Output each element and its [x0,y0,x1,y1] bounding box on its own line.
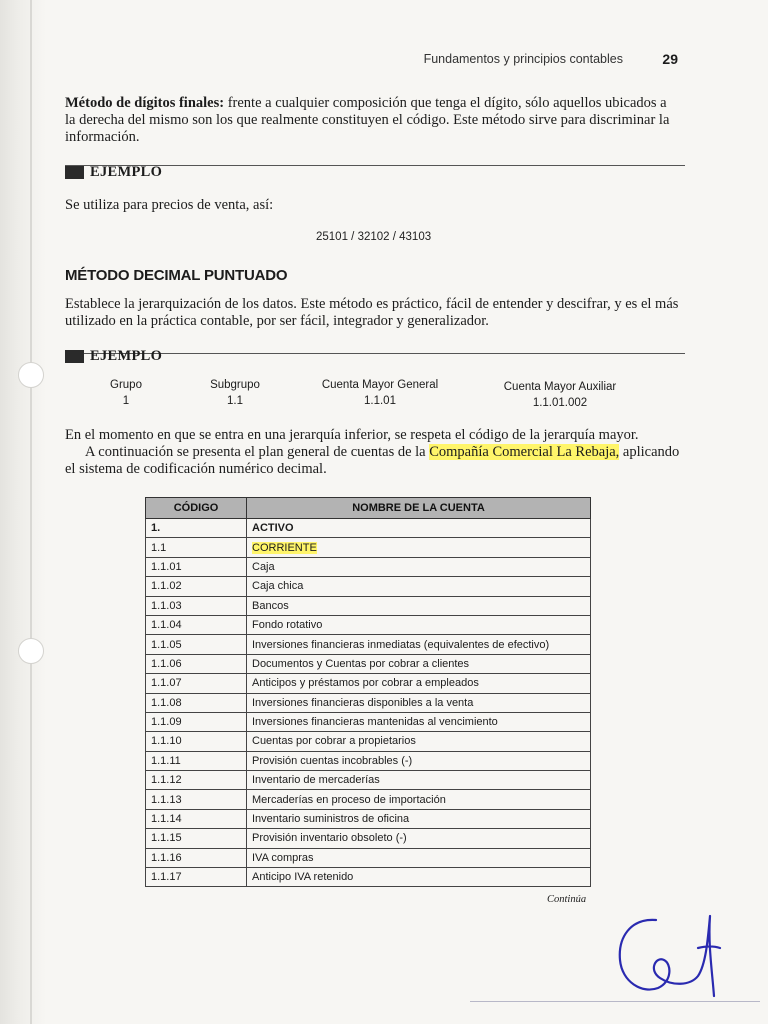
account-name: Inventario suministros de oficina [247,809,591,828]
account-name: Inversiones financieras disponibles a la venta [247,693,591,712]
account-name: ACTIVO [247,519,591,538]
account-code: 1. [146,519,247,538]
table-row [146,635,591,654]
hierarchy-level-major-account [315,377,445,409]
table-row [146,693,591,712]
account-name [247,538,591,557]
page-number: 29 [662,51,678,67]
hierarchy-label: Cuenta Mayor General [321,379,439,391]
account-name: Provisión inventario obsoleto (-) [247,829,591,848]
hierarchy-value: 1 [122,395,130,407]
table-row [146,615,591,634]
hierarchy-level-group [86,377,166,409]
account-name: Inversiones financieras mantenidas al vencimiento [247,712,591,731]
table-row [146,790,591,809]
column-header-account-name: NOMBRE DE LA CUENTA [247,498,591,519]
hierarchy-level-subgroup [195,377,275,409]
example-heading-label: EJEMPLO [90,164,163,180]
table-row [146,674,591,693]
hierarchy-value: 1.1 [227,395,243,407]
body-line-1: En el momento en que se entra en una jerarquía inferior, se respeta el código de la jerarquía mayor. [65,427,639,443]
table-row [146,809,591,828]
hierarchy-label: Subgrupo [210,379,260,391]
table-row [146,848,591,867]
table-row [146,732,591,751]
account-code: 1.1.01 [146,557,247,576]
account-name: Fondo rotativo [247,615,591,634]
account-name: Inversiones financieras inmediatas (equivalentes de efectivo) [247,635,591,654]
body-line-2-text: A continuación se presenta el plan general de cuentas de la [85,444,430,460]
table-row [146,751,591,770]
account-name: Anticipos y préstamos por cobrar a empleados [247,674,591,693]
table-header-row [146,498,591,519]
account-code: 1.1.08 [146,693,247,712]
example1-text: Se utiliza para precios de venta, así: [65,197,274,213]
account-name: IVA compras [247,848,591,867]
account-code: 1.1.10 [146,732,247,751]
account-code: 1.1.17 [146,868,247,887]
account-name: Caja chica [247,577,591,596]
account-code: 1.1.15 [146,829,247,848]
account-code: 1.1.07 [146,674,247,693]
table-row [146,577,591,596]
account-name: Caja [247,557,591,576]
account-code: 1.1.11 [146,751,247,770]
section-title-decimal-method: MÉTODO DECIMAL PUNTUADO [65,267,288,284]
running-header-title: Fundamentos y principios contables [423,52,623,66]
intro-term: Método de dígitos finales: [65,95,225,111]
bottom-rule [470,1001,760,1002]
account-code: 1.1.16 [146,848,247,867]
table-row [146,538,591,557]
square-bullet-icon [65,166,84,179]
table-row [146,771,591,790]
example-heading-2 [65,348,162,365]
intro-text: frente a cualquier composición que tenga el dígito, sólo aquellos ubicados a la derecha del mismo son los que realmente constituyen el código. Este método sirve para discriminar la información. [65,95,670,145]
hierarchy-value: 1.1.01.002 [532,397,588,409]
table-row [146,829,591,848]
handwritten-signature [612,908,722,1003]
square-bullet-icon [65,350,84,363]
account-name: Cuentas por cobrar a propietarios [247,732,591,751]
account-name: Bancos [247,596,591,615]
table-row [146,557,591,576]
table-row [146,868,591,887]
account-code: 1.1.03 [146,596,247,615]
account-name: Mercaderías en proceso de importación [247,790,591,809]
example1-code: 25101 / 32102 / 43103 [316,231,432,243]
body-paragraph [65,427,685,478]
body-line-2-tail: aplicando el sistema de codificación numérico decimal. [65,444,680,477]
account-name: Provisión cuentas incobrables (-) [247,751,591,770]
account-code: 1.1 [146,538,247,557]
highlighted-account-name: CORRIENTE [252,541,317,554]
account-code: 1.1.09 [146,712,247,731]
hierarchy-label: Grupo [110,379,142,391]
hierarchy-level-auxiliary-account [495,379,625,411]
chart-of-accounts-table [145,497,591,887]
account-code: 1.1.12 [146,771,247,790]
account-name: Documentos y Cuentas por cobrar a clientes [247,654,591,673]
account-code: 1.1.13 [146,790,247,809]
account-code: 1.1.04 [146,615,247,634]
table-row [146,712,591,731]
hierarchy-value: 1.1.01 [364,395,396,407]
account-code: 1.1.02 [146,577,247,596]
table-row [146,654,591,673]
table-row [146,596,591,615]
highlighted-company-name: Compañía Comercial La Rebaja, [429,444,620,460]
scan-page-edge [0,0,46,1024]
body-line-2 [65,444,685,478]
account-code: 1.1.06 [146,654,247,673]
account-name: Inventario de mercaderías [247,771,591,790]
account-code: 1.1.05 [146,635,247,654]
continues-note: Continúa [547,894,587,905]
account-code: 1.1.14 [146,809,247,828]
table-row [146,519,591,538]
intro-paragraph [65,95,679,146]
example-heading-1 [65,164,162,181]
decimal-method-paragraph: Establece la jerarquización de los datos. Este método es práctico, fácil de entender y descifrar, y es el más utilizado en la práctica contable, por ser fácil, integrador y generalizador. [65,296,679,329]
account-name: Anticipo IVA retenido [247,868,591,887]
binder-hole [18,638,44,664]
column-header-code: CÓDIGO [146,498,247,519]
binder-hole [18,362,44,388]
example-heading-label: EJEMPLO [90,348,163,364]
hierarchy-label: Cuenta Mayor Auxiliar [503,381,617,393]
